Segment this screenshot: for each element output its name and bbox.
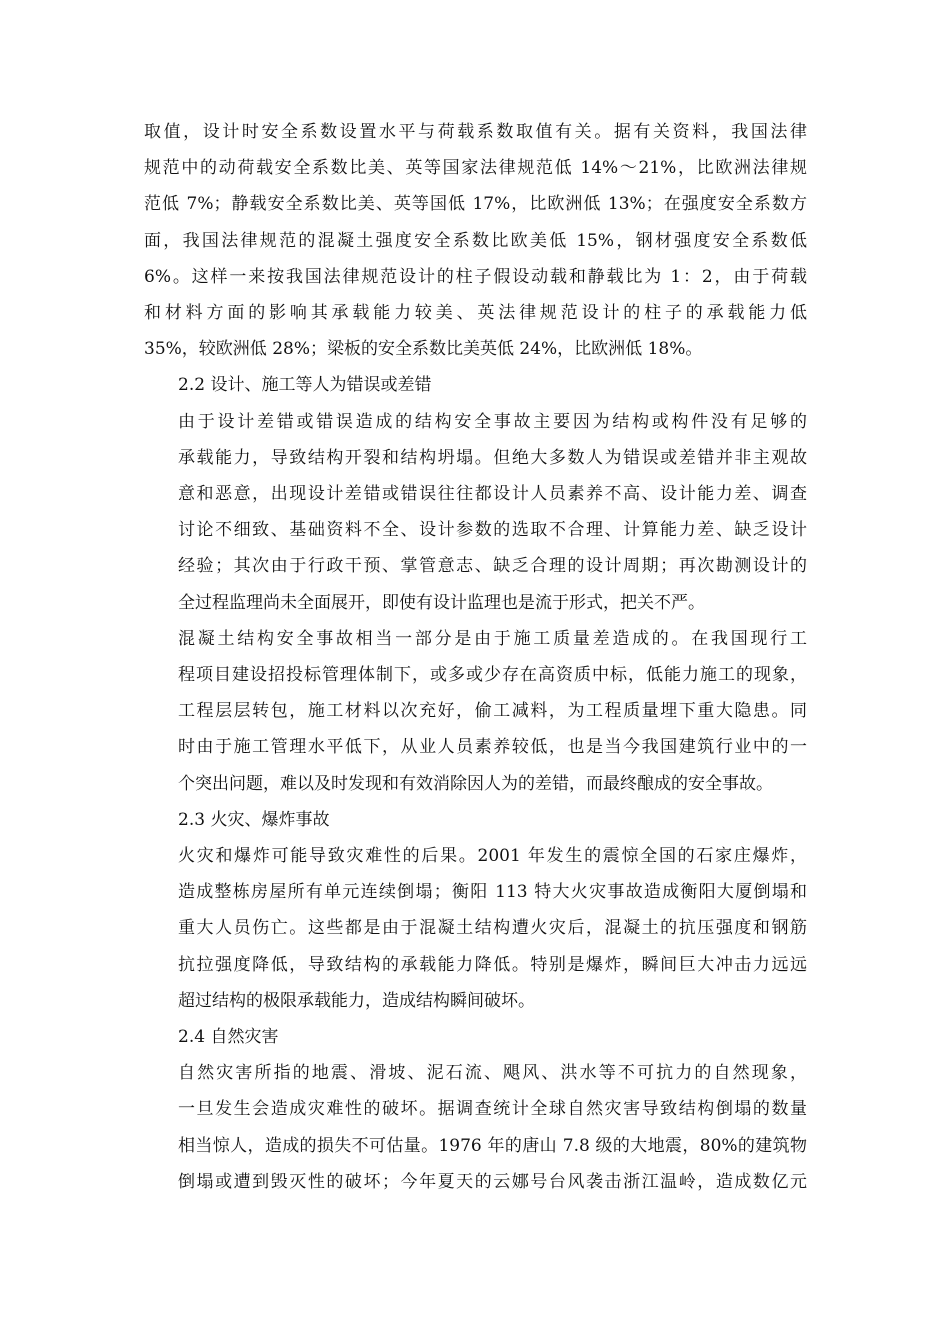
document-body xyxy=(144,114,807,1200)
text-line: 意和恶意，出现设计差错或错误往往都设计人员素养不高、设计能力差、调查 xyxy=(178,484,807,505)
text-line: 由于设计差错或错误造成的结构安全事故主要因为结构或构件没有足够的 xyxy=(178,411,807,432)
text-line: 经验；其次由于行政干预、掌管意志、缺乏合理的设计周期；再次勘测设计的 xyxy=(178,556,807,577)
text-line: 一旦发生会造成灾难性的破坏。据调查统计全球自然灾害导致结构倒塌的数量 xyxy=(178,1099,807,1120)
text-line: 35%，较欧洲低 28%；梁板的安全系数比美英低 24%，比欧洲低 18%。 xyxy=(144,339,703,360)
text-line: 混凝土结构安全事故相当一部分是由于施工质量差造成的。在我国现行工 xyxy=(178,628,807,649)
text-line: 造成整栋房屋所有单元连续倒塌；衡阳 113 特大火灾事故造成衡阳大厦倒塌和 xyxy=(178,882,807,903)
text-line: 自然灾害所指的地震、滑坡、泥石流、飓风、洪水等不可抗力的自然现象， xyxy=(178,1063,807,1084)
text-line: 程项目建设招投标管理体制下，或多或少存在高资质中标，低能力施工的现象， xyxy=(178,665,807,686)
body-paragraph xyxy=(144,114,807,367)
body-paragraph xyxy=(144,404,807,621)
text-line: 讨论不细致、基础资料不全、设计参数的选取不合理、计算能力差、缺乏设计 xyxy=(178,520,807,541)
text-line: 火灾和爆炸可能导致灾难性的后果。2001 年发生的震惊全国的石家庄爆炸， xyxy=(178,846,807,867)
text-line: 超过结构的极限承载能力，造成结构瞬间破坏。 xyxy=(178,990,535,1011)
section-heading: 2.4 自然灾害 xyxy=(178,1027,279,1048)
text-line: 个突出问题，难以及时发现和有效消除因人为的差错，而最终酿成的安全事故。 xyxy=(178,773,773,794)
text-line: 取值，设计时安全系数设置水平与荷载系数取值有关。据有关资料，我国法律 xyxy=(144,122,807,142)
body-paragraph xyxy=(144,1055,807,1200)
text-line: 范低 7%；静载安全系数比美、英等国低 17%，比欧洲低 13%；在强度安全系数方 xyxy=(144,194,807,215)
text-line: 时由于施工管理水平低下，从业人员素养较低，也是当今我国建筑行业中的一 xyxy=(178,737,807,758)
text-line: 抗拉强度降低，导致结构的承载能力降低。特别是爆炸，瞬间巨大冲击力远远 xyxy=(178,954,807,975)
text-line: 规范中的动荷载安全系数比美、英等国家法律规范低 14%～21%，比欧洲法律规 xyxy=(144,158,807,179)
text-line: 6%。这样一来按我国法律规范设计的柱子假设动载和静载比为 1：2，由于荷载 xyxy=(144,266,807,287)
body-paragraph xyxy=(144,838,807,1019)
text-line: 全过程监理尚未全面展开，即使有设计监理也是流于形式，把关不严。 xyxy=(178,592,705,613)
text-line: 和材料方面的影响其承载能力较美、英法律规范设计的柱子的承载能力低 xyxy=(144,303,807,324)
body-paragraph xyxy=(144,621,807,802)
text-line: 工程层层转包，施工材料以次充好，偷工减料，为工程质量埋下重大隐患。同 xyxy=(178,701,807,722)
text-line: 相当惊人，造成的损失不可估量。1976 年的唐山 7.8 级的大地震，80%的建筑物 xyxy=(178,1135,807,1156)
section-heading: 2.2 设计、施工等人为错误或差错 xyxy=(178,375,432,396)
text-line: 倒塌或遭到毁灭性的破坏；今年夏天的云娜号台风袭击浙江温岭，造成数亿元 xyxy=(178,1171,807,1192)
section-heading: 2.3 火灾、爆炸事故 xyxy=(178,809,330,830)
text-line: 面，我国法律规范的混凝土强度安全系数比欧美低 15%，钢材强度安全系数低 xyxy=(144,230,807,251)
text-line: 承载能力，导致结构开裂和结构坍塌。但绝大多数人为错误或差错并非主观故 xyxy=(178,447,807,468)
text-line: 重大人员伤亡。这些都是由于混凝土结构遭火灾后，混凝土的抗压强度和钢筋 xyxy=(178,918,807,939)
